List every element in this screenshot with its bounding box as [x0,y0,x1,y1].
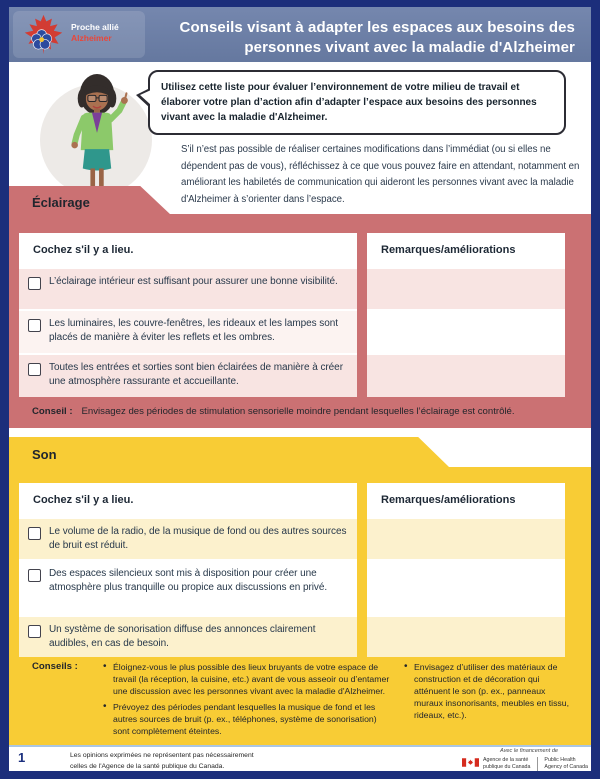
speech-bubble-text: Utilisez cette liste pour évaluer l’environnement de votre milieu de travail et élaborer votre plan d’action afin d’adapter l’espace aux besoins des personnes vivant avec la maladie d'Alzheimer. [161,82,537,123]
speech-bubble [148,70,566,135]
checklist-row [19,519,357,559]
checkbox[interactable] [28,527,41,540]
checklist-row [19,269,357,309]
checklist-item-text: Les luminaires, les couvre-fenêtres, les rideaux et les lampes sont placés de manière à éviter les reflets et les ombres. [49,318,339,343]
header-bar [9,7,591,62]
lighting-tip-label: Conseil : [32,406,73,417]
sound-tips-label: Conseils : [32,661,78,672]
sound-section-tab [9,437,449,467]
funding-note: Avec le financement de [500,748,559,754]
logo-text-line1: Proche allié [71,22,119,32]
remarks-cell[interactable] [367,519,565,559]
checkbox[interactable] [28,277,41,290]
page-title-line2: personnes vivant avec la maladie d'Alzheimer [244,39,575,57]
sound-checklist-column [19,483,357,657]
lighting-checklist-column [19,233,357,397]
canada-flag-icon [462,758,479,767]
footer-divider [9,745,591,747]
logo-text-line2: Alzheimer [71,32,112,43]
sound-section-title: Son [32,447,57,462]
checklist-row [19,617,357,657]
lighting-remarks-header: Remarques/améliorations [367,233,565,267]
logo [13,11,145,58]
caregiver-avatar [46,72,148,204]
checklist-row [19,355,357,397]
remarks-cell[interactable] [367,311,565,353]
remarks-cell[interactable] [367,617,565,657]
checklist-row [19,561,357,615]
lighting-remarks-column [367,233,565,397]
checklist-item-text: Toutes les entrées et sorties sont bien éclairées de manière à créer une atmosphère rassurante et accueillante. [49,362,343,387]
checklist-item-text: Le volume de la radio, de la musique de fond ou des autres sources de bruit est réduit. [49,526,347,551]
intro-paragraph: S’il n’est pas possible de réaliser certaines modifications dans l’immédiat (ou si elles ne dépendent pas de vous), réfléchissez à ce que vous pouvez faire en attendant, notamment en améliorant les habiletés de communication qui aideront les personnes vivant avec la maladie d'Alzheimer à s’orienter dans l’espace. [181,144,580,206]
lighting-check-header: Cochez s'il y a lieu. [19,233,357,267]
phac-english-wordmark: Public Health Agency of Canada [537,757,588,771]
tip-bullet: • Envisagez d’utiliser des matériaux de construction et de décoration qui atténuent le son (p. ex., panneaux muraux insonorisants, meubles en tissu, rideaux, etc.). [404,661,569,721]
page-title [180,18,575,59]
checklist-item-text: Un système de sonorisation diffuse des annonces clairement audibles, en cas de besoin. [49,624,316,649]
checkbox[interactable] [28,363,41,376]
sound-remarks-header: Remarques/améliorations [367,483,565,517]
sound-check-header: Cochez s'il y a lieu. [19,483,357,517]
sound-tips-column-1 [103,661,395,741]
checklist-item-text: L’éclairage intérieur est suffisant pour assurer une bonne visibilité. [49,276,338,287]
checkbox[interactable] [28,625,41,638]
tip-bullet: • Éloignez-vous le plus possible des lieux bruyants de votre espace de travail (la réception, la cuisine, etc.) avant de vous asseoir ou d’entamer une discussion avec les personnes vivant avec la maladie d'Alzheimer. [103,661,395,697]
tip-bullet: • Prévoyez des périodes pendant lesquelles la musique de fond et les autres sources de bruit (p. ex., téléphones, système de sonorisation) sont complètement éteintes. [103,701,395,737]
sound-tips-column-2 [404,661,569,725]
funding-attribution [462,748,588,771]
page-title-line1: Conseils visant à adapter les espaces aux besoins des [179,19,575,36]
checklist-row [19,311,357,353]
maple-leaf-flower-icon [21,12,66,57]
phac-french-wordmark: Agence de la santé publique du Canada [483,757,531,771]
remarks-cell[interactable] [367,355,565,397]
remarks-cell[interactable] [367,269,565,309]
remarks-cell[interactable] [367,561,565,615]
sound-remarks-column [367,483,565,657]
checkbox[interactable] [28,569,41,582]
checklist-item-text: Des espaces silencieux sont mis à disposition pour créer une atmosphère plus tranquille ou propice aux discussions en privé. [49,568,328,593]
checkbox[interactable] [28,319,41,332]
page-number: 1 [18,750,26,765]
lighting-tip [32,406,577,417]
lighting-tip-text: Envisagez des périodes de stimulation sensorielle moindre pendant lesquelles l’éclairage est contrôlé. [81,406,515,417]
lighting-section-title: Éclairage [32,195,90,210]
footer-disclaimer: Les opinions exprimées ne représentent pas nécessairement celles de l'Agence de la santé publique du Canada. [70,752,254,770]
